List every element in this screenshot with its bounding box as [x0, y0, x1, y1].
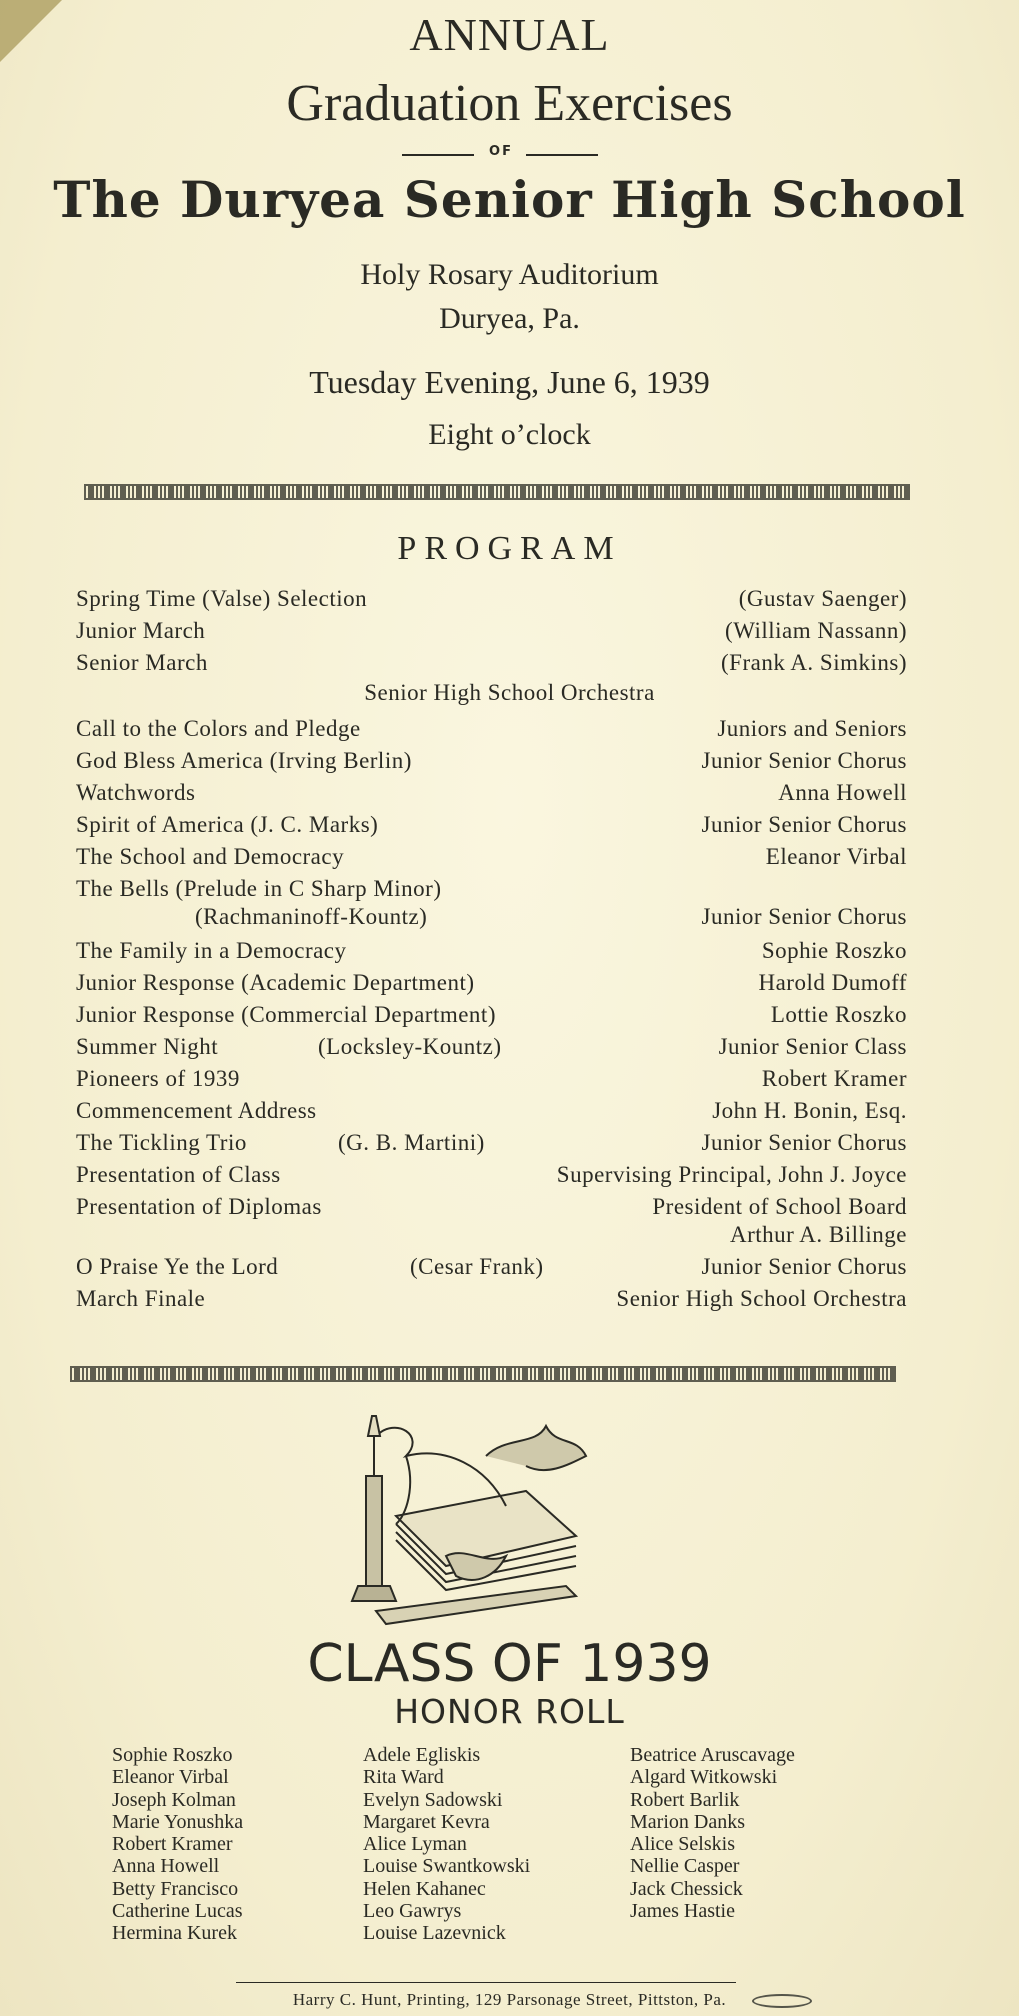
- program-item-performer: Junior Senior Chorus: [701, 812, 907, 837]
- honor-roll-name: Helen Kahanec: [363, 1877, 486, 1900]
- program-item-title: Presentation of Diplomas: [76, 1194, 322, 1219]
- program-item-performer: Harold Dumoff: [758, 970, 907, 995]
- book-candlestick-emblem-icon: [336, 1396, 636, 1626]
- honor-roll-name: Adele Egliskis: [363, 1744, 481, 1766]
- of-label: OF: [489, 144, 513, 159]
- honor-roll-name: Louise Lazevnick: [363, 1922, 506, 1945]
- program-item-title: Junior Response (Academic Department): [76, 970, 475, 995]
- honor-roll-name: Marion Danks: [630, 1810, 745, 1833]
- program-item-performer: Junior Senior Chorus: [701, 748, 907, 773]
- program-item-performer: (Gustav Saenger): [738, 586, 907, 611]
- program-item-performer: Arthur A. Billinge: [729, 1222, 907, 1247]
- venue-location: Duryea, Pa.: [439, 302, 580, 335]
- program-item-performer: (Frank A. Simkins): [721, 650, 907, 675]
- honor-roll-name: Leo Gawrys: [363, 1900, 462, 1923]
- honor-roll-title: HONOR ROLL: [394, 1692, 625, 1731]
- honor-roll-name: Nellie Casper: [630, 1855, 740, 1878]
- program-item-title: The Tickling Trio: [76, 1130, 247, 1155]
- honor-roll-name: Sophie Roszko: [112, 1744, 233, 1766]
- honor-roll-name: Algard Witkowski: [630, 1766, 778, 1789]
- honor-roll-name: Evelyn Sadowski: [363, 1788, 503, 1811]
- event-date: Tuesday Evening, June 6, 1939: [309, 364, 710, 400]
- program-item-title: O Praise Ye the Lord: [76, 1254, 279, 1279]
- program-item-performer: Robert Kramer: [761, 1066, 907, 1091]
- honor-roll-name: Alice Selskis: [630, 1833, 735, 1856]
- footer-rule: [236, 1982, 736, 1983]
- honor-roll-name: Betty Francisco: [112, 1877, 239, 1900]
- honor-roll-name: Jack Chessick: [630, 1877, 743, 1900]
- honor-roll-name: Marie Yonushka: [112, 1810, 244, 1833]
- program-item-composer: (G. B. Martini): [338, 1130, 485, 1155]
- program-item-performer: Eleanor Virbal: [765, 844, 907, 869]
- program-item-title: Senior March: [76, 650, 208, 675]
- program-title: PROGRAM: [397, 530, 622, 567]
- printer-credit: Harry C. Hunt, Printing, 129 Parsonage Street, Pittston, Pa.: [292, 1990, 727, 2009]
- program-item-title: (Rachmaninoff-Kountz): [195, 904, 428, 929]
- program-item-composer: (Locksley-Kountz): [318, 1034, 502, 1059]
- program-item-performer: Senior High School Orchestra: [616, 1286, 907, 1311]
- union-label-icon: [752, 1994, 812, 2008]
- program-item-title: Pioneers of 1939: [76, 1066, 240, 1091]
- program-item-title: Junior Response (Commercial Department): [76, 1002, 496, 1027]
- honor-roll-name: Alice Lyman: [363, 1833, 467, 1856]
- program-item-title: March Finale: [76, 1286, 206, 1311]
- program-item-title: Junior March: [76, 618, 206, 643]
- program-item-performer: Junior Senior Class: [718, 1034, 907, 1059]
- honor-roll-name: Anna Howell: [112, 1855, 220, 1878]
- program-item-title: God Bless America (Irving Berlin): [76, 748, 412, 773]
- program-item-title: Watchwords: [76, 780, 196, 805]
- program-item-performer: Anna Howell: [778, 780, 907, 805]
- program-item-title: Summer Night: [76, 1034, 219, 1059]
- honor-roll-name: Robert Barlik: [630, 1788, 740, 1811]
- venue-name: Holy Rosary Auditorium: [360, 258, 659, 291]
- program-item-title: Presentation of Class: [76, 1162, 281, 1187]
- program-item-title: The Bells (Prelude in C Sharp Minor): [76, 876, 442, 901]
- honor-roll-name: Joseph Kolman: [112, 1788, 236, 1811]
- program-item-performer: (William Nassann): [725, 618, 907, 643]
- title-heading: Graduation Exercises: [286, 75, 733, 132]
- honor-roll-name: Hermina Kurek: [112, 1922, 237, 1945]
- honor-roll-name: Eleanor Virbal: [112, 1766, 229, 1789]
- honor-roll-name: Louise Swantkowski: [363, 1855, 531, 1878]
- program-item-title: The Family in a Democracy: [76, 938, 347, 963]
- program-item-title: Spring Time (Valse) Selection: [76, 586, 368, 611]
- honor-roll-name: James Hastie: [630, 1900, 735, 1923]
- program-item-performer: Supervising Principal, John J. Joyce: [556, 1162, 907, 1187]
- program-item-performer: Sophie Roszko: [761, 938, 907, 963]
- honor-roll-column-3: [630, 1744, 795, 1922]
- honor-roll-column-1: [112, 1744, 243, 1945]
- program-item-composer: (Cesar Frank): [410, 1254, 544, 1279]
- program-item-performer: John H. Bonin, Esq.: [712, 1098, 907, 1123]
- of-divider: [0, 142, 1019, 166]
- program-item-performer: Senior High School Orchestra: [364, 680, 655, 705]
- program-item-title: Call to the Colors and Pledge: [76, 716, 361, 741]
- honor-roll-name: Beatrice Aruscavage: [630, 1744, 795, 1766]
- program-item-performer: President of School Board: [652, 1194, 907, 1219]
- program-item-performer: Lottie Roszko: [770, 1002, 907, 1027]
- event-time: Eight o’clock: [428, 418, 591, 451]
- program-item-performer: Junior Senior Chorus: [701, 1254, 907, 1279]
- honor-roll-name: Catherine Lucas: [112, 1900, 243, 1923]
- honor-roll-name: Rita Ward: [363, 1766, 444, 1789]
- annual-heading: ANNUAL: [409, 9, 610, 60]
- program-item-title: Spirit of America (J. C. Marks): [76, 812, 379, 837]
- ornament-border-bottom: [70, 1366, 896, 1382]
- program-item-performer: Juniors and Seniors: [717, 716, 907, 741]
- program-item-title: Commencement Address: [76, 1098, 317, 1123]
- program-item-performer: Junior Senior Chorus: [701, 904, 907, 929]
- school-name: The Duryea Senior High School: [53, 170, 966, 229]
- ornament-border-top: [84, 484, 910, 500]
- program-item-title: The School and Democracy: [76, 844, 345, 869]
- honor-roll-column-2: [363, 1744, 530, 1945]
- honor-roll-name: Robert Kramer: [112, 1833, 233, 1856]
- honor-roll-name: Margaret Kevra: [363, 1810, 490, 1833]
- program-item-performer: Junior Senior Chorus: [701, 1130, 907, 1155]
- class-title: CLASS OF 1939: [307, 1634, 712, 1694]
